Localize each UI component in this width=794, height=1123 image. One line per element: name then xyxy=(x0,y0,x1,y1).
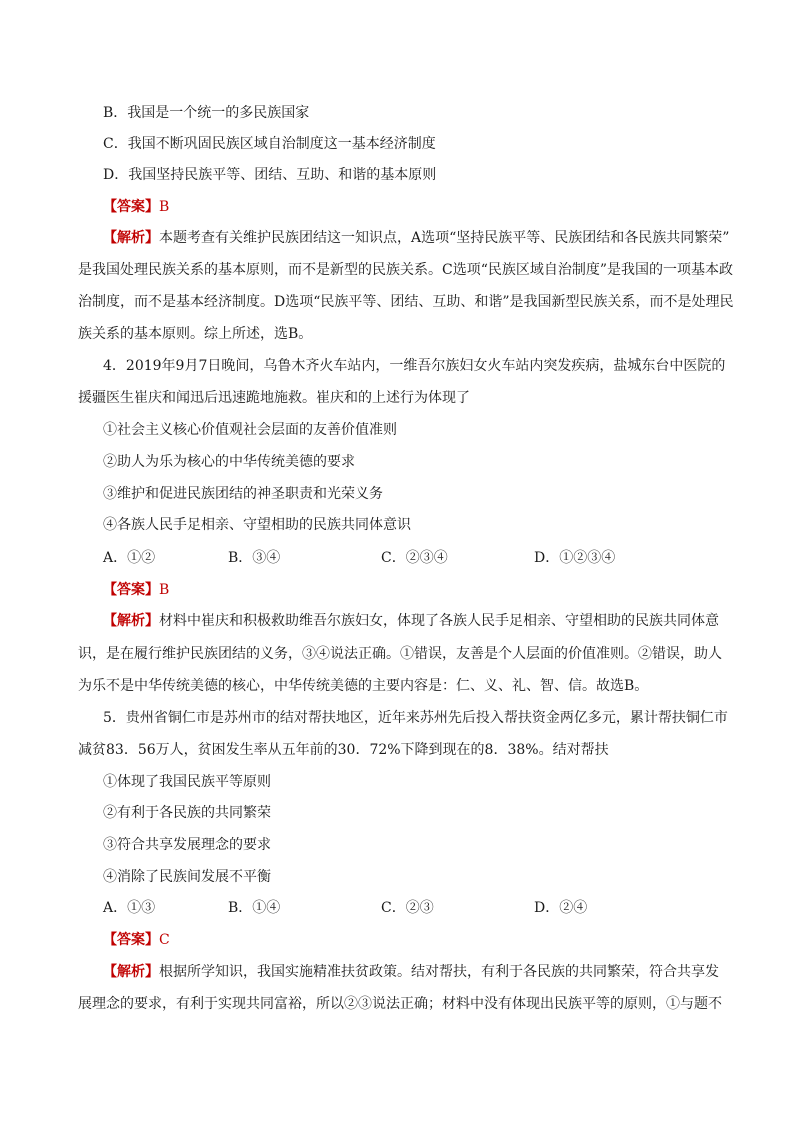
choice-b: B．③④ xyxy=(228,550,281,566)
choice-c: C．②③④ xyxy=(381,550,448,566)
analysis-line xyxy=(103,963,719,981)
analysis-line: 识，是在履行维护民族团结的义务，③④说法正确。①错误，友善是个人层面的价值准则。②错误，助人 xyxy=(78,646,722,662)
answer-row xyxy=(103,931,170,949)
choice-a: A．①② xyxy=(103,550,156,566)
option-b: B．我国是一个统一的多民族国家 xyxy=(103,105,310,121)
analysis-line: 展理念的要求，有利于实现共同富裕，所以②③说法正确；材料中没有体现出民族平等的原则，①与题不 xyxy=(78,996,722,1012)
choice-c: C．②③ xyxy=(381,900,434,916)
analysis-line xyxy=(103,229,729,247)
answer-value: C xyxy=(159,932,170,948)
analysis-line: 治制度，而不是基本经济制度。D选项“民族平等、团结、互助、和谐”是我国新型民族关系，而不是处理民 xyxy=(78,294,734,310)
question-stem: 4．2019年9月7日晚间，乌鲁木齐火车站内，一维吾尔族妇女火车站内突发疾病，盐城东台中医院的 xyxy=(103,358,726,374)
option-d: D．我国坚持民族平等、团结、互助、和谐的基本原则 xyxy=(103,167,437,183)
analysis-text: 材料中崔庆和积极救助维吾尔族妇女，体现了各族人民手足相亲、守望相助的民族共同体意 xyxy=(159,613,719,629)
statement-item: ③符合共享发展理念的要求 xyxy=(103,837,271,853)
question-stem: 5．贵州省铜仁市是苏州市的结对帮扶地区，近年来苏州先后投入帮扶资金两亿多元，累计帮扶铜仁市 xyxy=(103,710,728,726)
answer-tag: 【答案】 xyxy=(103,932,159,948)
answer-row xyxy=(103,581,169,599)
analysis-tag: 【解析】 xyxy=(103,230,159,246)
statement-item: ③维护和促进民族团结的神圣职责和光荣义务 xyxy=(103,486,383,502)
analysis-line: 是我国处理民族关系的基本原则，而不是新型的民族关系。C选项“民族区域自治制度”是我国的一项基本政 xyxy=(78,262,734,278)
choice-b: B．①④ xyxy=(228,900,281,916)
statement-item: ②有利于各民族的共同繁荣 xyxy=(103,805,271,821)
option-c: C．我国不断巩固民族区域自治制度这一基本经济制度 xyxy=(103,136,436,152)
answer-value: B xyxy=(159,582,170,598)
statement-item: ④消除了民族间发展不平衡 xyxy=(103,869,271,885)
analysis-text: 本题考查有关维护民族团结这一知识点，A选项“坚持民族平等、民族团结和各民族共同繁荣” xyxy=(159,230,730,246)
statement-item: ②助人为乐为核心的中华传统美德的要求 xyxy=(103,454,355,470)
answer-tag: 【答案】 xyxy=(103,199,159,215)
analysis-tag: 【解析】 xyxy=(103,964,159,980)
choice-d: D．①②③④ xyxy=(534,550,616,566)
statement-item: ①社会主义核心价值观社会层面的友善价值准则 xyxy=(103,422,397,438)
statement-item: ④各族人民手足相亲、守望相助的民族共同体意识 xyxy=(103,517,411,533)
analysis-line: 族关系的基本原则。综上所述，选B。 xyxy=(78,326,313,342)
question-stem: 减贫83．56万人，贫困发生率从五年前的30．72%下降到现在的8．38%。结对帮扶 xyxy=(78,742,609,758)
question-stem: 援疆医生崔庆和闻迅后迅速跪地施救。崔庆和的上述行为体现了 xyxy=(78,390,470,406)
choice-d: D．②④ xyxy=(534,900,588,916)
statement-item: ①体现了我国民族平等原则 xyxy=(103,774,271,790)
choice-a: A．①③ xyxy=(103,900,156,916)
analysis-text: 根据所学知识，我国实施精准扶贫政策。结对帮扶，有利于各民族的共同繁荣，符合共享发 xyxy=(159,964,719,980)
answer-tag: 【答案】 xyxy=(103,582,159,598)
analysis-line: 为乐不是中华传统美德的核心，中华传统美德的主要内容是：仁、义、礼、智、信。故选B。 xyxy=(78,678,649,694)
analysis-line xyxy=(103,612,719,630)
analysis-tag: 【解析】 xyxy=(103,613,159,629)
answer-value: B xyxy=(159,199,170,215)
answer-row xyxy=(103,198,169,216)
